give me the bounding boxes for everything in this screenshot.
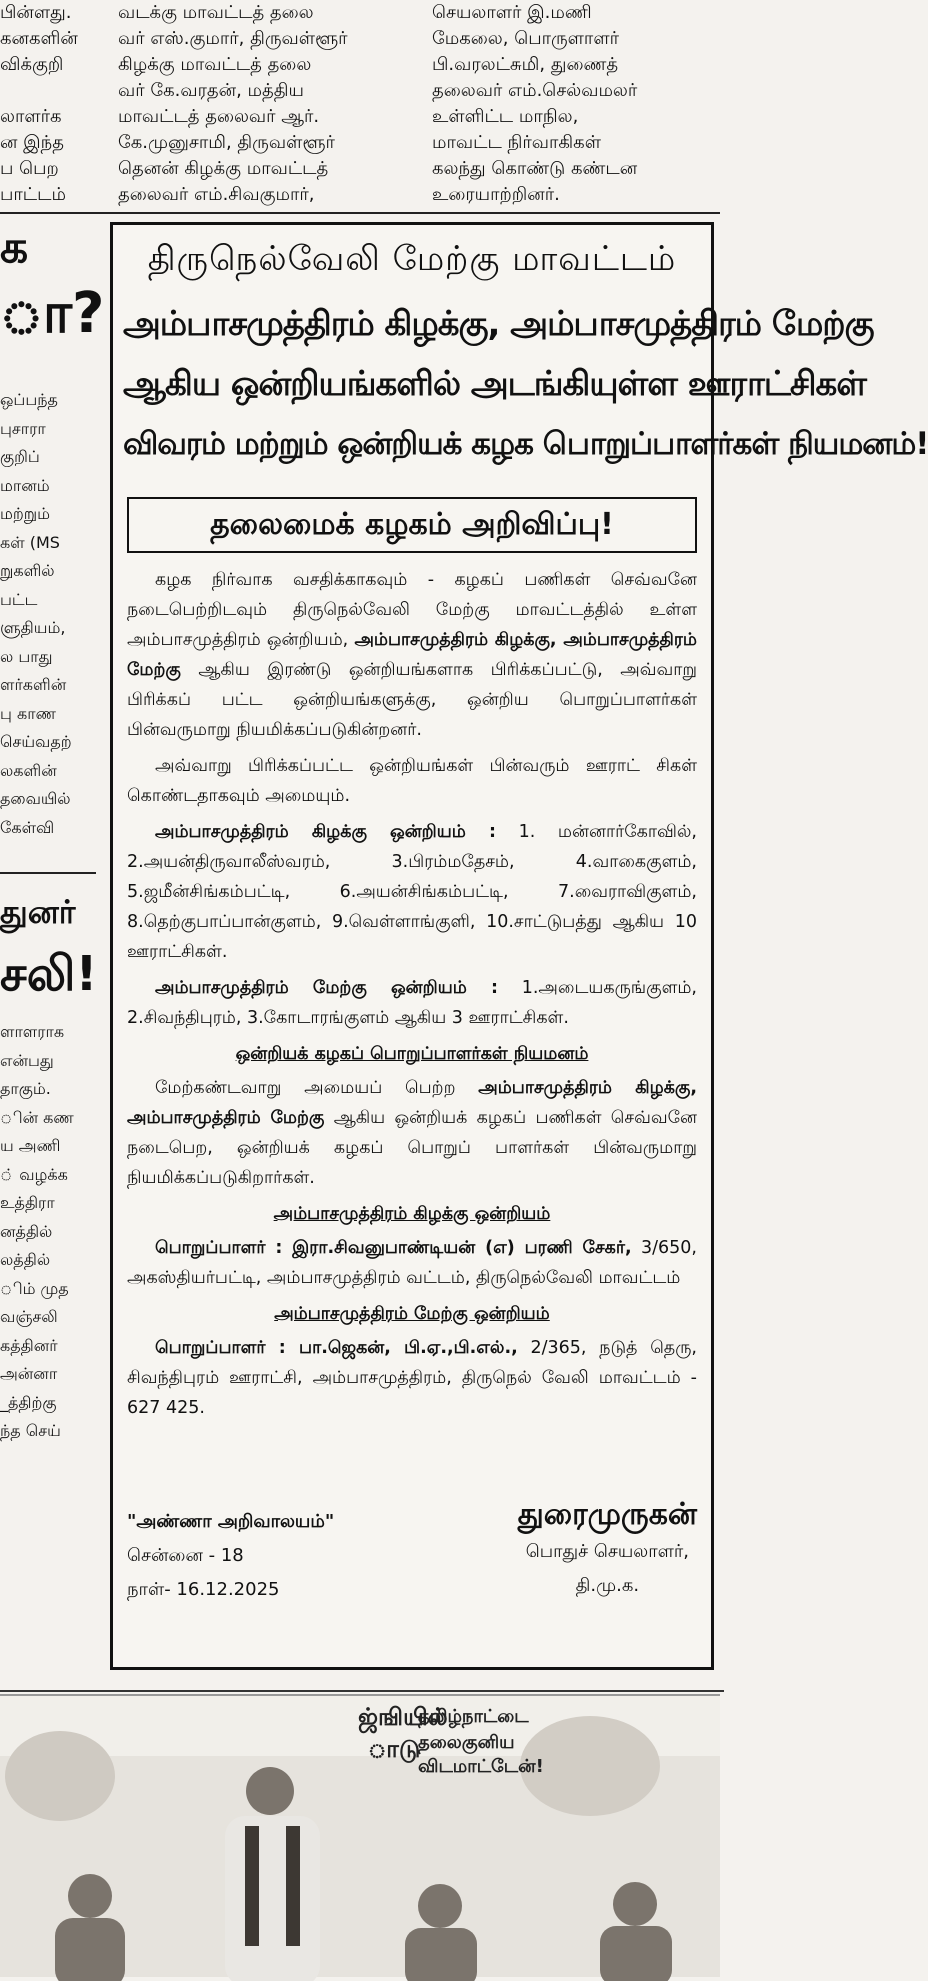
text-line: செய்வதற் <box>0 732 72 751</box>
section-heading: ஒன்றியக் கழகப் பொறுப்பாளர்கள் நியமனம் <box>235 1044 589 1064</box>
text-line: _த்திற்கு <box>0 1392 57 1412</box>
text-line: தவையில் <box>0 789 71 808</box>
text-line: தலைவர் எம்.சிவகுமார், <box>118 184 315 205</box>
text-line: மானம் <box>0 475 50 495</box>
text-line: புசாரா <box>0 418 46 438</box>
text-line: னத்தில் <box>0 1221 53 1241</box>
photo-top-rule <box>0 1690 724 1692</box>
text-line: பாட்டம் <box>0 184 66 205</box>
text-run: 3/650, அகஸ்தியர்பட்டி, அம்பாசமுத்திரம் வட்டம், திருநெல்வேலி மாவட்டம் <box>127 1238 697 1288</box>
text-line: கத்தினர் <box>0 1335 58 1355</box>
paragraph <box>127 1233 697 1293</box>
issuing-office <box>127 1505 334 1607</box>
paragraph <box>127 1073 697 1193</box>
section-heading: அம்பாசமுத்திரம் மேற்கு ஒன்றியம் <box>274 1304 550 1324</box>
top-left-column <box>0 0 100 208</box>
event-photo <box>0 1694 720 1977</box>
text-line: ளர்களின் <box>0 675 67 694</box>
text-run: மேற்கண்டவாறு அமையப் பெற்ற <box>155 1078 479 1098</box>
text-line: லத்தில் <box>0 1250 51 1269</box>
banner-text: தலைகுனிய <box>418 1732 515 1753</box>
text-line: ப பெற <box>0 158 59 179</box>
text-run: 2/365, நடுத் தெரு, சிவந்திபுரம் ஊராட்சி, அம்பாசமுத்திரம், திருநெல் வேலி மாவட்டம் - 627 425. <box>127 1338 697 1418</box>
text-line: விக்குறி <box>0 54 64 75</box>
headline-line: ஆகிய ஒன்றியங்களில் அடங்கியுள்ள ஊராட்சிகள் <box>123 364 866 404</box>
district-title: திருநெல்வேலி மேற்கு மாவட்டம் <box>147 239 677 279</box>
text-line: மேகலை, பொருளாளர் <box>432 28 619 49</box>
photo-illustration <box>0 1696 720 1977</box>
text-line: றுகளில் <box>0 561 55 580</box>
cropped-headline: க <box>0 222 29 273</box>
text-line: தாகும். <box>0 1079 51 1098</box>
cropped-headline: துனர் <box>0 893 76 931</box>
text-line: ின் கண <box>0 1107 74 1127</box>
bold-text: அம்பாசமுத்திரம் கிழக்கு, அம்பாசமுத்திரம் மேற்கு <box>127 1078 697 1128</box>
cropped-headline: ா? <box>0 281 105 346</box>
text-line: உரையாற்றினர். <box>432 184 560 205</box>
text-line: வர் எஸ்.குமார், திருவள்ளூர் <box>118 28 348 49</box>
text-line: பு காண <box>0 703 56 723</box>
headline-line: அம்பாசமுத்திரம் கிழக்கு, அம்பாசமுத்திரம் மேற்கு <box>123 304 874 344</box>
banner-text: ஜ்ஙியில் <box>358 1703 448 1731</box>
text-line: ல பாது <box>0 646 53 666</box>
signature-block <box>518 1495 697 1603</box>
text-line: பின்ளது. <box>0 2 72 23</box>
top-right-column <box>432 0 722 208</box>
text-run: 1. மன்னார்கோவில், 2.அயன்திருவாலீஸ்வரம், 3.பிரம்மதேசம், 4.வாகைகுளம், 5.ஜமீன்சிங்கம்பட்டி, 6.அயன்சிங்கம்பட்டி, 7.வைராவிகுளம், 8.தெற்குபாப்பான்குளம், 9.வெள்ளாங்குளி, 10.சாட்டுபத்து ஆகிய 10 ஊராட்சிகள். <box>127 822 697 962</box>
text-line: ன இந்த <box>0 132 64 153</box>
bold-text: அம்பாசமுத்திரம் கிழக்கு ஒன்றியம் : <box>155 822 496 842</box>
cropped-headline: சலி! <box>0 946 98 1002</box>
text-line: லாளர்க <box>0 106 62 127</box>
section-divider <box>0 212 720 214</box>
text-line: ் வழக்க <box>0 1164 68 1184</box>
paragraph <box>127 565 697 745</box>
text-line: லகளின் <box>0 760 57 780</box>
banner-text: ாடு <box>368 1735 421 1763</box>
text-line: கனகளின் <box>0 28 78 49</box>
banner-text: விடமாட்டேன்! <box>418 1756 544 1777</box>
office-city: சென்னை - 18 <box>127 1545 244 1566</box>
text-line: ிம் முத <box>0 1278 69 1298</box>
text-line: ந்த செய் <box>0 1421 61 1440</box>
text-line: உள்ளிட்ட மாநில, <box>432 106 579 127</box>
headline-line: விவரம் மற்றும் ஒன்றியக் கழக பொறுப்பாளர்கள் நியமனம்! <box>123 426 928 462</box>
text-line: கே.முனுசாமி, திருவள்ளூர் <box>118 132 335 153</box>
party-notice-box <box>110 222 928 1670</box>
text-run: ஆகிய ஒன்றியக் கழகப் பணிகள் செவ்வனே நடைபெற, ஒன்றியக் கழகப் பொறுப் பாளர்கள் பின்வருமாறு நியமிக்கப்படுகிறார்கள். <box>127 1108 698 1188</box>
banner-text: தமிழ்நாட்டை <box>418 1706 529 1727</box>
text-line: பட்ட <box>0 589 38 609</box>
paragraph: அவ்வாறு பிரிக்கப்பட்ட ஒன்றியங்கள் பின்வரும் ஊராட் சிகள் கொண்டதாகவும் அமையும். <box>127 756 697 806</box>
text-line: செயலாளர் இ.மணி <box>432 2 592 23</box>
text-line: பி.வரலட்சுமி, துணைத் <box>432 54 619 75</box>
text-line: கள் (MS <box>0 532 60 552</box>
text-line: குறிப் <box>0 447 40 466</box>
party-name: தி.மு.க. <box>575 1575 640 1596</box>
text-line: கலந்து கொண்டு கண்டன <box>432 158 638 179</box>
text-line: ளாளராக <box>0 1022 65 1041</box>
top-middle-column <box>118 0 408 208</box>
signatory-name: துரைமுருகன் <box>517 1497 697 1532</box>
left-article-strip <box>0 220 105 1660</box>
text-line: ய அணி <box>0 1136 61 1155</box>
text-line: மற்றும் <box>0 504 51 523</box>
bold-text: அம்பாசமுத்திரம் கிழக்கு, அம்பாசமுத்திரம் மேற்கு <box>127 630 697 680</box>
text-run: 1.அடையகருங்குளம், 2.சிவந்திபுரம், 3.கோடாரங்குளம் ஆகிய 3 ஊராட்சிகள். <box>127 978 697 1028</box>
text-line: வர் கே.வரதன், மத்திய <box>118 80 304 101</box>
text-line: உத்திரா <box>0 1193 55 1212</box>
paragraph <box>127 1333 697 1423</box>
text-line: கேள்வி <box>0 817 55 837</box>
text-line: என்பது <box>0 1050 54 1070</box>
paragraph <box>127 973 697 1033</box>
text-line: மாவட்டத் தலைவர் ஆர். <box>118 106 320 127</box>
section-heading: அம்பாசமுத்திரம் கிழக்கு ஒன்றியம் <box>273 1204 551 1224</box>
bold-text: பொறுப்பாளர் : இரா.சிவனுபாண்டியன் (எ) பரணி சேகர், <box>155 1238 632 1258</box>
paragraph <box>127 817 697 967</box>
signatory-designation: பொதுச் செயலாளர், <box>525 1541 689 1562</box>
text-line: கிழக்கு மாவட்டத் தலை <box>118 54 312 75</box>
text-line <box>0 78 100 104</box>
text-run: கழக நிர்வாக வசதிக்காகவும் - கழகப் பணிகள் செவ்வனே நடைபெற்றிடவும் திருநெல்வேலி மேற்கு மாவட்டத்தில் உள்ள அம்பாசமுத்திரம் ஒன்றியம், <box>127 570 697 650</box>
text-line: மாவட்ட நிர்வாகிகள் <box>432 132 601 153</box>
text-line: தெனன் கிழக்கு மாவட்டத் <box>118 158 329 179</box>
text-line: ஒப்பந்த <box>0 390 58 409</box>
text-line: வடக்கு மாவட்டத் தலை <box>118 2 314 23</box>
text-line: வஞ்சலி <box>0 1307 58 1326</box>
bold-text: அம்பாசமுத்திரம் மேற்கு ஒன்றியம் : <box>155 978 499 998</box>
announcement-banner: தலைமைக் கழகம் அறிவிப்பு! <box>127 497 697 553</box>
notice-date: நாள்- 16.12.2025 <box>127 1579 280 1600</box>
notice-body <box>127 565 697 1429</box>
text-run: ஆகிய இரண்டு ஒன்றியங்களாக பிரிக்கப்பட்டு, அவ்வாறு பிரிக்கப் பட்ட ஒன்றியங்களுக்கு, ஒன்றிய பொறுப்பாளர்கள் பின்வருமாறு நியமிக்கப்படுகின்றனர். <box>127 660 697 740</box>
text-line: ளுதியம், <box>0 618 66 637</box>
text-line: அன்னா <box>0 1364 58 1383</box>
office-name: "அண்ணா அறிவாலயம்" <box>127 1511 335 1532</box>
text-line: தலைவர் எம்.செல்வமலர் <box>432 80 638 101</box>
bold-text: பொறுப்பாளர் : பா.ஜெகன், பி.ஏ.,பி.எல்., <box>155 1338 518 1358</box>
